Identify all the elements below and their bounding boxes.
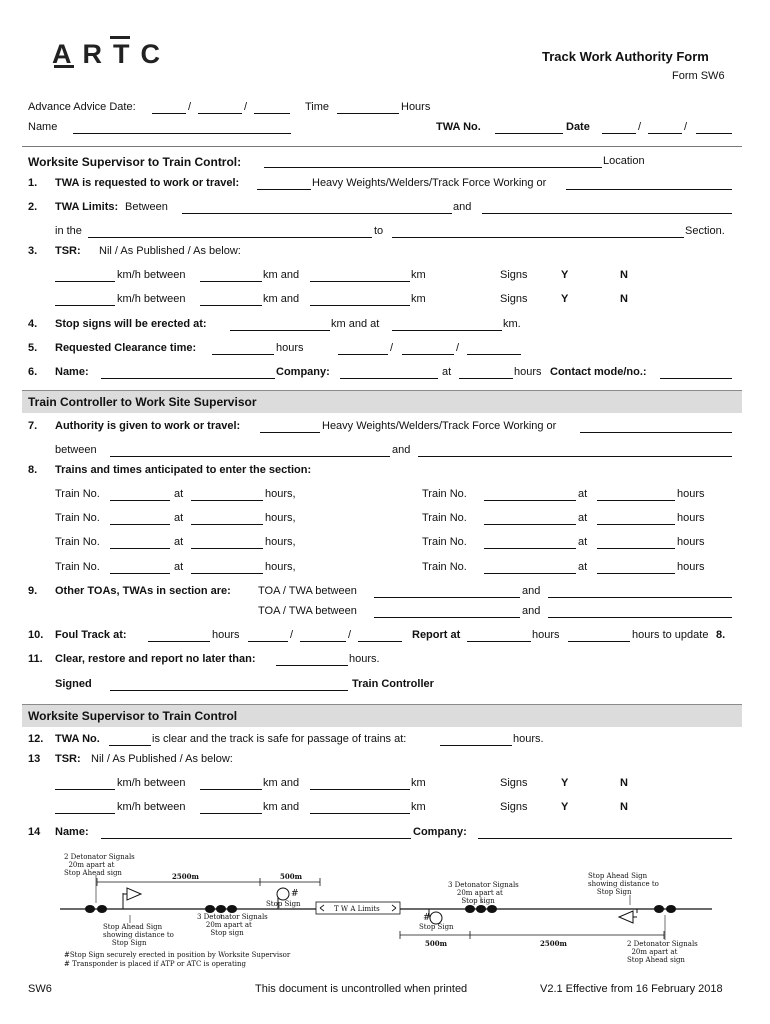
detonators-left-note: 2 Detonator Signals 20m apart at Stop Ahead sign <box>64 853 135 877</box>
signature-field[interactable] <box>110 690 348 691</box>
item-number: 8. <box>28 464 38 476</box>
train-no-label: Train No. <box>55 561 100 573</box>
tsr-to-km-field[interactable] <box>310 281 410 282</box>
tsr-to-km-field[interactable] <box>310 789 410 790</box>
tsr-from-km-field[interactable] <box>200 813 262 814</box>
twa-no-label: TWA No. <box>436 121 481 133</box>
kmh-between-label: km/h between <box>117 269 186 281</box>
at-label: at <box>578 561 588 573</box>
location-label: Location <box>603 155 645 167</box>
km-and-label: km and <box>263 293 300 305</box>
toa-between-label: TOA / TWA between <box>258 585 357 597</box>
train-no-label: Train No. <box>55 512 100 524</box>
detonators-3-left-note: 3 Detonator Signals 20m apart at Stop sign <box>197 913 268 937</box>
hours-label: hours. <box>513 733 544 745</box>
work-travel-other-field[interactable] <box>566 189 732 190</box>
hours-label: hours. <box>349 653 380 665</box>
stop-sign-label-right: Stop Sign <box>419 923 454 931</box>
train-no-label: Train No. <box>55 536 100 548</box>
slash: / <box>188 101 192 113</box>
advance-date-day-field[interactable] <box>152 113 186 114</box>
item7-text: Heavy Weights/Welders/Track Force Working or <box>322 420 557 432</box>
section1-title: Worksite Supervisor to Train Control: <box>28 155 242 169</box>
signs-yes-option[interactable]: Y <box>561 801 569 813</box>
slash: / <box>684 121 688 133</box>
hours-label: hours, <box>265 536 296 548</box>
tsr-speed-field[interactable] <box>55 305 115 306</box>
km-label: km <box>411 801 426 813</box>
hours-label: hours <box>212 629 240 641</box>
stop-ahead-left-note: Stop Ahead Sign showing distance to Stop Sign <box>103 923 174 947</box>
advance-date-month-field[interactable] <box>198 113 242 114</box>
item1-label: TWA is requested to work or travel: <box>55 177 240 189</box>
slash: / <box>244 101 248 113</box>
tsr-to-km-field[interactable] <box>310 305 410 306</box>
km-label: km <box>411 777 426 789</box>
item-number: 12. <box>28 733 44 745</box>
slash: / <box>348 629 352 641</box>
clear-restore-label: Clear, restore and report no later than: <box>55 653 256 665</box>
logo-text: ARTC <box>52 39 171 69</box>
twa-limit-from-field[interactable] <box>182 213 452 214</box>
foul-date-year-field[interactable] <box>358 641 402 642</box>
section-from-field[interactable] <box>88 237 372 238</box>
form-title: Track Work Authority Form <box>542 49 709 64</box>
item-number: 9. <box>28 585 38 597</box>
toa2-from-field[interactable] <box>374 617 520 618</box>
authority-to-field[interactable] <box>418 456 732 457</box>
clearance-date-month-field[interactable] <box>402 354 454 355</box>
name-label: Name <box>28 121 58 133</box>
item2-label: TWA Limits: <box>55 201 119 213</box>
item-number: 5. <box>28 342 38 354</box>
train-time-field[interactable] <box>597 573 675 574</box>
date-year-field[interactable] <box>696 133 732 134</box>
advance-advice-date-label: Advance Advice Date: <box>28 101 136 113</box>
section-to-field[interactable] <box>392 237 684 238</box>
train-no-label: Train No. <box>422 561 467 573</box>
between-label: between <box>55 444 97 456</box>
time-label: Time <box>305 101 330 113</box>
supervisor-name-field[interactable] <box>101 378 275 379</box>
advance-date-year-field[interactable] <box>254 113 290 114</box>
hours-label: hours, <box>265 561 296 573</box>
date-label: Date <box>566 121 590 133</box>
train-no-label: Train No. <box>55 488 100 500</box>
train-no-field[interactable] <box>110 524 170 525</box>
between-label: Between <box>125 201 168 213</box>
distance-2500-right: 2500m <box>540 939 567 948</box>
update-time-field[interactable] <box>568 641 630 642</box>
hash-marker: # <box>423 913 431 923</box>
location-field[interactable] <box>264 167 602 168</box>
toa1-to-field[interactable] <box>548 597 732 598</box>
item-number: 7. <box>28 420 38 432</box>
and-label: and <box>522 605 541 617</box>
authority-other-field[interactable] <box>580 432 732 433</box>
foul-date-day-field[interactable] <box>248 641 288 642</box>
contact-time-field[interactable] <box>459 378 513 379</box>
twa-clear-time-field[interactable] <box>440 745 512 746</box>
company-field[interactable] <box>478 838 732 839</box>
track-diagram <box>0 845 770 970</box>
company-label: Company: <box>413 826 467 838</box>
stop-sign-label-left: Stop Sign <box>266 900 301 908</box>
signs-label: Signs <box>500 801 528 813</box>
at-label: at <box>174 512 184 524</box>
hours-label: hours, <box>265 512 296 524</box>
clearance-time-field[interactable] <box>212 354 274 355</box>
hours-label: Hours <box>401 101 431 113</box>
footer-disclaimer: This document is uncontrolled when printed <box>255 983 468 995</box>
hours-label: hours <box>677 488 705 500</box>
at-label: at <box>442 366 452 378</box>
update-item-ref: 8. <box>716 629 726 641</box>
and-label: and <box>453 201 472 213</box>
time-field[interactable] <box>337 113 399 114</box>
train-time-field[interactable] <box>597 524 675 525</box>
kmh-between-label: km/h between <box>117 801 186 813</box>
km-label: km <box>411 293 426 305</box>
train-controller-label: Train Controller <box>352 678 434 690</box>
detonators-right-note: 2 Detonator Signals 20m apart at Stop Ahead sign <box>627 940 698 964</box>
report-at-label: Report at <box>412 629 461 641</box>
signs-label: Signs <box>500 777 528 789</box>
clearance-date-day-field[interactable] <box>338 354 388 355</box>
item-number: 3. <box>28 245 38 257</box>
item-number: 2. <box>28 201 38 213</box>
hours-label: hours, <box>265 488 296 500</box>
tsr-from-km-field[interactable] <box>200 281 262 282</box>
signs-no-option[interactable]: N <box>620 293 628 305</box>
train-no-field[interactable] <box>110 500 170 501</box>
signs-yes-option[interactable]: Y <box>561 777 569 789</box>
train-no-field[interactable] <box>110 573 170 574</box>
toa-between-label: TOA / TWA between <box>258 605 357 617</box>
signs-label: Signs <box>500 293 528 305</box>
train-time-field[interactable] <box>191 573 263 574</box>
train-time-field[interactable] <box>597 548 675 549</box>
section3-title: Worksite Supervisor to Train Control <box>28 709 238 723</box>
item-number: 10. <box>28 629 44 641</box>
km-and-at-label: km and at <box>331 318 380 330</box>
at-label: at <box>174 561 184 573</box>
train-time-field[interactable] <box>191 548 263 549</box>
tsr-options: Nil / As Published / As below: <box>99 245 241 257</box>
work-travel-field[interactable] <box>257 189 311 190</box>
stop-signs-label: Stop signs will be erected at: <box>55 318 207 330</box>
artc-logo <box>52 34 171 78</box>
tsr-speed-field[interactable] <box>55 281 115 282</box>
transponder-footnote: # Transponder is placed if ATP or ATC is operating <box>64 960 246 968</box>
tsr-label: TSR: <box>55 245 81 257</box>
item12-text: is clear and the track is safe for passage of trains at: <box>152 733 407 745</box>
hours-to-update-label: hours to update <box>632 629 709 641</box>
twa-limits-label: T W A Limits <box>334 905 380 913</box>
km-and-label: km and <box>263 801 300 813</box>
hours-label: hours <box>532 629 560 641</box>
stop-ahead-right-note: Stop Ahead Sign showing distance to Stop Sign <box>588 872 659 896</box>
and-label: and <box>522 585 541 597</box>
train-no-label: Train No. <box>422 488 467 500</box>
name-label: Name: <box>55 366 89 378</box>
train-no-label: Train No. <box>422 512 467 524</box>
slash: / <box>638 121 642 133</box>
date-day-field[interactable] <box>602 133 636 134</box>
foul-date-month-field[interactable] <box>300 641 346 642</box>
other-toas-label: Other TOAs, TWAs in section are: <box>55 585 231 597</box>
contact-mode-field[interactable] <box>660 378 732 379</box>
toa2-to-field[interactable] <box>548 617 732 618</box>
authority-from-field[interactable] <box>110 456 390 457</box>
hours-label: hours <box>677 536 705 548</box>
train-time-field[interactable] <box>191 500 263 501</box>
authority-work-field[interactable] <box>260 432 320 433</box>
item-number: 14 <box>28 826 41 838</box>
twa-limit-to-field[interactable] <box>482 213 732 214</box>
toa1-from-field[interactable] <box>374 597 520 598</box>
signs-yes-option[interactable]: Y <box>561 293 569 305</box>
item-number: 4. <box>28 318 38 330</box>
authority-label: Authority is given to work or travel: <box>55 420 241 432</box>
in-the-label: in the <box>55 225 82 237</box>
section3-header <box>22 704 742 727</box>
company-label: Company: <box>276 366 330 378</box>
tsr-from-km-field[interactable] <box>200 789 262 790</box>
section2-title: Train Controller to Work Site Supervisor <box>28 395 257 409</box>
tsr-speed-field[interactable] <box>55 789 115 790</box>
train-time-field[interactable] <box>191 524 263 525</box>
distance-2500-left: 2500m <box>172 872 199 881</box>
detonators-3-right-note: 3 Detonator Signals 20m apart at Stop sign <box>448 881 519 905</box>
signed-label: Signed <box>55 678 92 690</box>
slash: / <box>456 342 460 354</box>
footer-form-code: SW6 <box>28 983 52 995</box>
item-number: 11. <box>28 653 43 665</box>
km-and-label: km and <box>263 269 300 281</box>
contact-mode-label: Contact mode/no.: <box>550 366 647 378</box>
signs-no-option[interactable]: N <box>620 801 628 813</box>
slash: / <box>390 342 394 354</box>
foul-track-time-field[interactable] <box>148 641 210 642</box>
signs-no-option[interactable]: N <box>620 777 628 789</box>
distance-500-left: 500m <box>280 872 303 881</box>
train-no-field[interactable] <box>484 548 576 549</box>
signs-yes-option[interactable]: Y <box>561 269 569 281</box>
footer-version: V2.1 Effective from 16 February 2018 <box>540 983 723 995</box>
stop-sign-km2-field[interactable] <box>392 330 502 331</box>
tsr-label: TSR: <box>55 753 81 765</box>
item-number: 1. <box>28 177 38 189</box>
hash-marker: # <box>291 889 299 899</box>
at-label: at <box>578 536 588 548</box>
name-field[interactable] <box>73 133 291 134</box>
hours-label: hours <box>677 561 705 573</box>
train-no-field[interactable] <box>484 500 576 501</box>
twa-no-label: TWA No. <box>55 733 100 745</box>
form-number: Form SW6 <box>672 70 725 82</box>
tsr-to-km-field[interactable] <box>310 813 410 814</box>
and-label: and <box>392 444 411 456</box>
train-no-field[interactable] <box>484 524 576 525</box>
item-number: 6. <box>28 366 38 378</box>
date-month-field[interactable] <box>648 133 682 134</box>
item-number: 13 <box>28 753 41 765</box>
hours-label: hours <box>677 512 705 524</box>
item1-text: Heavy Weights/Welders/Track Force Working or <box>312 177 547 189</box>
stop-sign-footnote: #Stop Sign securely erected in position by Worksite Supervisor <box>64 951 291 959</box>
name-label: Name: <box>55 826 89 838</box>
clear-restore-time-field[interactable] <box>276 665 348 666</box>
twa-clear-no-field[interactable] <box>109 745 151 746</box>
km-label: km. <box>503 318 521 330</box>
distance-500-right: 500m <box>425 939 448 948</box>
at-label: at <box>174 488 184 500</box>
twa-no-field[interactable] <box>495 133 563 134</box>
signs-no-option[interactable]: N <box>620 269 628 281</box>
kmh-between-label: km/h between <box>117 777 186 789</box>
tsr-speed-field[interactable] <box>55 813 115 814</box>
at-label: at <box>578 512 588 524</box>
slash: / <box>290 629 294 641</box>
trains-label: Trains and times anticipated to enter the section: <box>55 464 312 476</box>
report-time-field[interactable] <box>467 641 531 642</box>
company-field[interactable] <box>340 378 438 379</box>
clearance-date-year-field[interactable] <box>467 354 521 355</box>
km-label: km <box>411 269 426 281</box>
train-no-field[interactable] <box>484 573 576 574</box>
train-no-field[interactable] <box>110 548 170 549</box>
name-field[interactable] <box>101 838 411 839</box>
signs-label: Signs <box>500 269 528 281</box>
km-and-label: km and <box>263 777 300 789</box>
stop-sign-km1-field[interactable] <box>230 330 330 331</box>
clearance-time-label: Requested Clearance time: <box>55 342 197 354</box>
foul-track-label: Foul Track at: <box>55 629 127 641</box>
to-label: to <box>374 225 384 237</box>
train-time-field[interactable] <box>597 500 675 501</box>
tsr-options: Nil / As Published / As below: <box>91 753 233 765</box>
tsr-from-km-field[interactable] <box>200 305 262 306</box>
section-label: Section. <box>685 225 725 237</box>
section2-header <box>22 390 742 413</box>
section-divider <box>22 146 742 147</box>
at-label: at <box>174 536 184 548</box>
hours-label: hours <box>276 342 304 354</box>
at-label: at <box>578 488 588 500</box>
hours-label: hours <box>514 366 542 378</box>
train-no-label: Train No. <box>422 536 467 548</box>
kmh-between-label: km/h between <box>117 293 186 305</box>
